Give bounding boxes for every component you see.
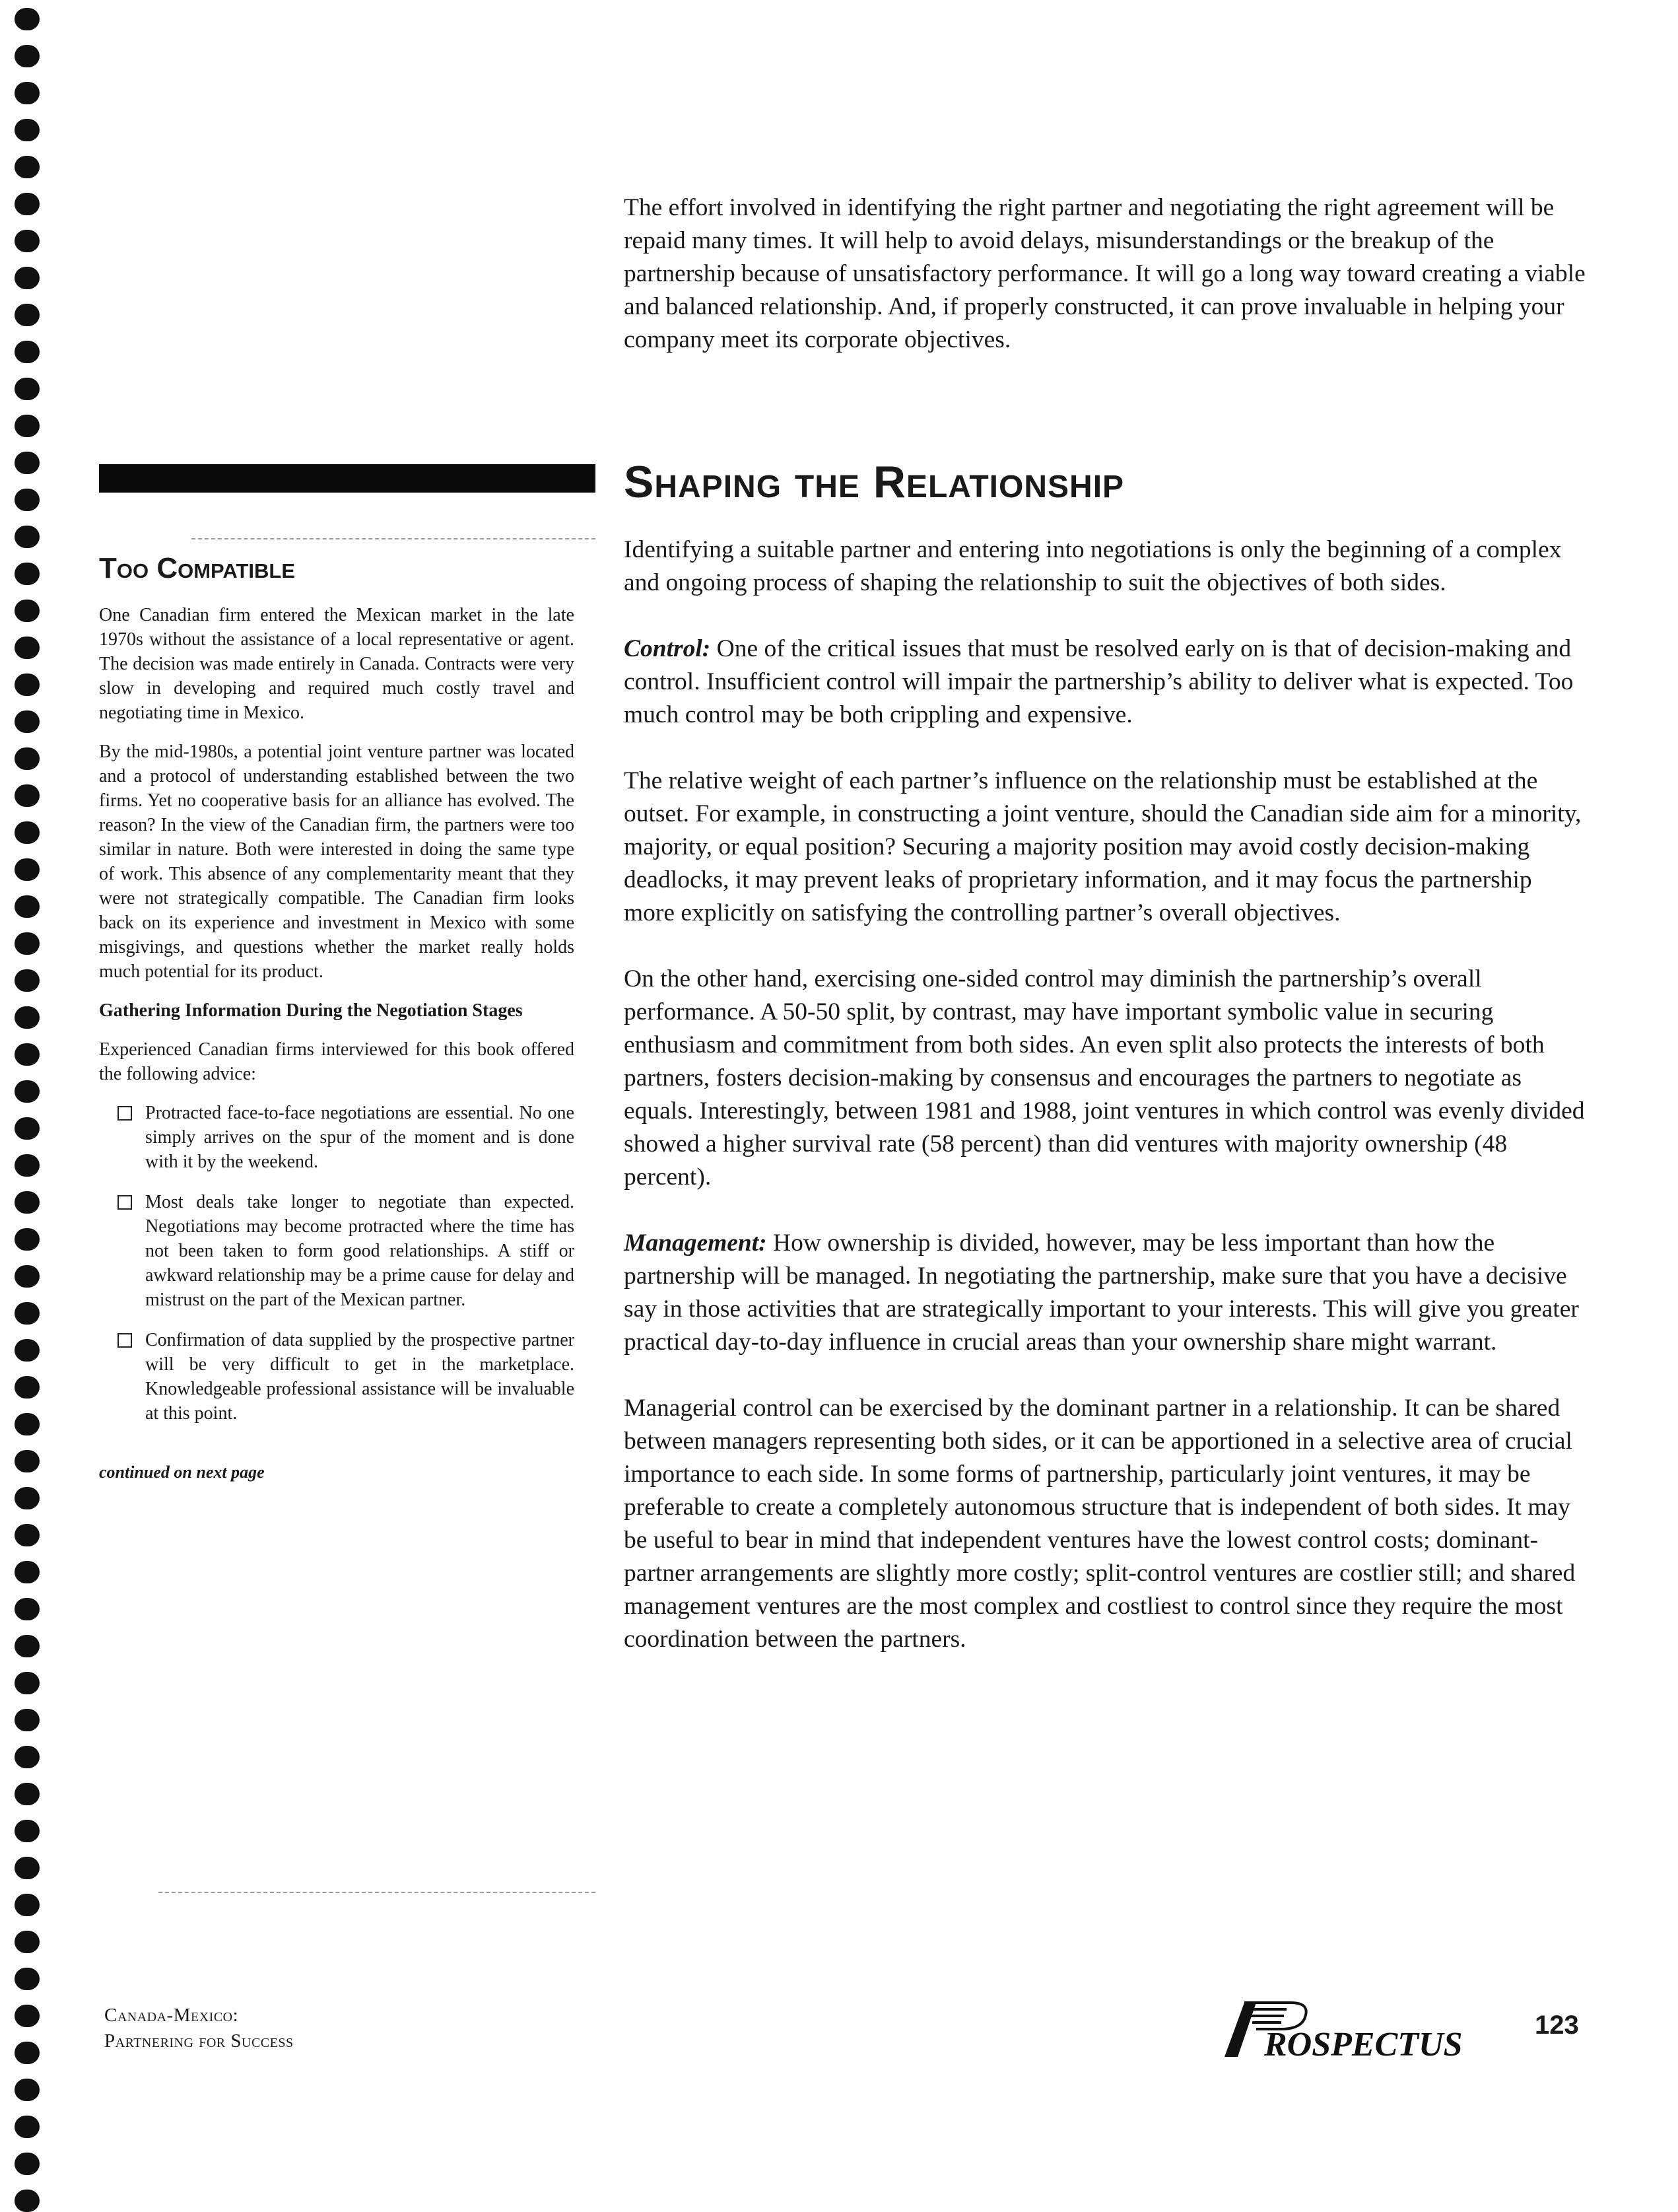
footer-line-1: Canada-Mexico: (104, 2005, 239, 2026)
management-text: How ownership is divided, however, may be less important than how the partnership will be managed. In negotiating the partnership, make sure that you have a decisive say in those activities that are strategically important to your interests. This will give you greater practical day-to-day influence in crucial areas than your ownership share might warrant. (624, 1229, 1579, 1356)
binding-hole (15, 1117, 40, 1140)
binding-hole (15, 45, 40, 67)
binding-hole (15, 784, 40, 807)
binding-hole (15, 1006, 40, 1029)
logo-text: ROSPECTUS (1264, 2026, 1463, 2060)
management-lead: Management: (624, 1229, 767, 1257)
sidebar-paragraph-1: One Canadian firm entered the Mexican market in the late 1970s without the assistance of a local representative or agent. The decision was made entirely in Canada. Contracts were very slow in developing and required much costly travel and negotiating time in Mexico. (99, 605, 574, 723)
binding-hole (15, 1598, 40, 1620)
sidebar-title: Too Compatible (99, 552, 296, 584)
binding-hole (15, 1820, 40, 1842)
paragraph-management (624, 1227, 1588, 1359)
list-item: Most deals take longer to negotiate than expected. Negotiations may become protracted where the time has not been taken to form good relationships. A stiff or awkward relationship may be a prime cause for delay and mistrust on the part of the Mexican partner. (99, 1190, 574, 1312)
binding-hole (15, 8, 40, 30)
spiral-binding (15, 0, 41, 2193)
binding-hole (15, 1043, 40, 1066)
checkbox-icon (117, 1333, 132, 1348)
binding-hole (15, 415, 40, 437)
binding-hole (15, 119, 40, 141)
advice-list (99, 1101, 574, 1426)
paragraph-control (624, 633, 1588, 732)
binding-hole (15, 821, 40, 844)
binding-hole (15, 1228, 40, 1251)
binding-hole (15, 378, 40, 400)
sidebar-paragraph-3: Experienced Canadian firms interviewed for this book offered the following advice: (99, 1039, 574, 1084)
binding-hole (15, 1783, 40, 1805)
binding-hole (15, 2005, 40, 2027)
binding-hole (15, 230, 40, 252)
paragraph-6: Managerial control can be exercised by the dominant partner in a relationship. It can be shared between managers representing both sides, or it can be apportioned in a selective area of crucial importance to each side. In some forms of partnership, particularly joint ventures, it may be preferable to create a completely autonomous structure that is independent of both sides. It may be useful to bear in mind that independent ventures have the lowest control costs; dominant-partner arrangements are slightly more costly; split-control ventures are costlier still; and shared management ventures are the most complex and costliest to control since they require the most coordination between the partners. (624, 1395, 1576, 1653)
binding-hole (15, 1080, 40, 1103)
sidebar-paragraph-2: By the mid-1980s, a potential joint venture partner was located and a protocol of understanding established between the two firms. Yet no cooperative basis for an alliance has evolved. The reason? In the view of the Canadian firm, the partners were too similar in nature. Both were interested in doing the same type of work. This absence of any complementarity meant that they were not strategically compatible. The Canadian firm looks back on its experience and investment in Mexico with some misgivings, and questions whether the market really holds much potential for its product. (99, 742, 574, 982)
binding-hole (15, 895, 40, 918)
sidebar (99, 551, 574, 1484)
sidebar-subheading: Gathering Information During the Negotiation Stages (99, 1000, 523, 1021)
paragraph-4: On the other hand, exercising one-sided control may diminish the partnership’s overall performance. A 50-50 split, by contrast, may have important symbolic value in securing enthusiasm and commitment from both sides. An even split also protects the interests of both partners, fosters decision-making by consensus and encourages the partners to negotiate as equals. Interestingly, between 1981 and 1988, joint ventures in which control was evenly divided showed a higher survival rate (58 percent) than did ventures with majority ownership (48 percent). (624, 965, 1585, 1191)
page-number: 123 (1535, 2011, 1579, 2040)
paragraph-1: Identifying a suitable partner and entering into negotiations is only the beginning of a complex and ongoing process of shaping the relationship to suit the objectives of both sides. (624, 536, 1562, 596)
sidebar-bottom-rule (158, 1892, 595, 1893)
binding-hole (15, 1339, 40, 1362)
binding-hole (15, 489, 40, 511)
binding-hole (15, 2116, 40, 2138)
binding-hole (15, 674, 40, 696)
intro-paragraph: The effort involved in identifying the right partner and negotiating the right agreement will be repaid many times. It will help to avoid delays, misunderstandings or the breakup of the partnership because of unsatisfactory performance. It will go a long way toward creating a viable and balanced relationship. And, if properly constructed, it can prove invaluable in helping your company meet its corporate objectives. (624, 194, 1586, 353)
binding-hole (15, 267, 40, 289)
binding-hole (15, 341, 40, 363)
control-text: One of the critical issues that must be resolved early on is that of decision-making and control. Insufficient control will impair the partnership’s ability to deliver what is expected. Too much control may be both crippling and expensive. (624, 635, 1574, 728)
binding-hole (15, 1524, 40, 1546)
binding-hole (15, 2190, 40, 2212)
binding-hole (15, 304, 40, 326)
binding-hole (15, 1635, 40, 1657)
binding-hole (15, 1746, 40, 1768)
binding-hole (15, 452, 40, 474)
control-lead: Control: (624, 635, 711, 662)
binding-hole (15, 710, 40, 733)
binding-hole (15, 2042, 40, 2064)
binding-hole (15, 1450, 40, 1472)
binding-hole (15, 563, 40, 585)
binding-hole (15, 193, 40, 215)
binding-hole (15, 2153, 40, 2175)
binding-hole (15, 1191, 40, 1214)
binding-hole (15, 858, 40, 881)
section-title: Shaping the Relationship (624, 457, 1125, 507)
footer-book-title (104, 2003, 294, 2054)
binding-hole (15, 747, 40, 770)
binding-hole (15, 969, 40, 992)
footer-line-2: Partnering for Success (104, 2030, 294, 2052)
prospectus-logo (1218, 1997, 1472, 2060)
binding-hole (15, 2079, 40, 2101)
binding-hole (15, 600, 40, 622)
binding-hole (15, 932, 40, 955)
sidebar-top-rule (191, 538, 595, 539)
binding-hole (15, 1931, 40, 1953)
binding-hole (15, 1857, 40, 1879)
main-body (624, 534, 1588, 1689)
binding-hole (15, 82, 40, 104)
binding-hole (15, 1154, 40, 1177)
binding-hole (15, 1376, 40, 1399)
list-item: Protracted face-to-face negotiations are essential. No one simply arrives on the spur of the moment and is done with it by the weekend. (99, 1101, 574, 1174)
continued-note: continued on next page (99, 1463, 265, 1482)
binding-hole (15, 1265, 40, 1288)
intro-section (624, 191, 1588, 357)
binding-hole (15, 1672, 40, 1694)
binding-hole (15, 1968, 40, 1990)
paragraph-3: The relative weight of each partner’s influence on the relationship must be established at the outset. For example, in constructing a joint venture, should the Canadian side aim for a minority, majority, or equal position? Securing a majority position may avoid costly decision-making deadlocks, it may prevent leaks of proprietary information, and it may focus the partnership more explicitly on satisfying the controlling partner’s overall objectives. (624, 767, 1582, 926)
checkbox-icon (117, 1195, 132, 1210)
list-item: Confirmation of data supplied by the prospective partner will be very difficult to get in the marketplace. Knowledgeable professional assistance will be invaluable at this point. (99, 1328, 574, 1426)
binding-hole (15, 1561, 40, 1583)
checkbox-icon (117, 1106, 132, 1121)
binding-hole (15, 1894, 40, 1916)
binding-hole (15, 526, 40, 548)
binding-hole (15, 1413, 40, 1435)
binding-hole (15, 1487, 40, 1509)
binding-hole (15, 156, 40, 178)
binding-hole (15, 1302, 40, 1325)
binding-hole (15, 1709, 40, 1731)
binding-hole (15, 637, 40, 659)
sidebar-header-bar (99, 464, 595, 493)
